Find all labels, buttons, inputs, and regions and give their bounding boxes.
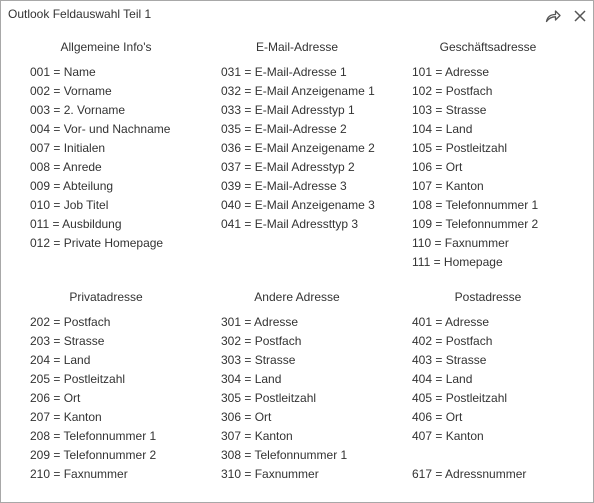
list-item: 310 = Faxnummer [221, 467, 319, 481]
list-item: 101 = Adresse [412, 65, 490, 79]
list-item: 011 = Ausbildung [30, 217, 122, 231]
list-spacer [412, 446, 526, 465]
field-list [412, 63, 538, 272]
field-list [221, 63, 375, 234]
list-item: 110 = Faxnummer [412, 236, 509, 250]
list-item: 209 = Telefonnummer 2 [30, 448, 157, 462]
list-item: 617 = Adressnummer [412, 467, 527, 481]
list-item: 107 = Kanton [412, 179, 484, 193]
group-title: Postadresse [454, 290, 522, 304]
list-item: 205 = Postleitzahl [30, 372, 126, 386]
list-item: 401 = Adresse [412, 315, 490, 329]
list-item: 306 = Ort [221, 410, 272, 424]
list-item: 304 = Land [221, 372, 282, 386]
list-item: 307 = Kanton [221, 429, 293, 443]
list-item: 040 = E-Mail Anzeigename 3 [221, 198, 375, 212]
field-list [30, 313, 156, 484]
list-item: 308 = Telefonnummer 1 [221, 448, 348, 462]
share-button[interactable] [542, 5, 564, 27]
close-icon [574, 10, 586, 22]
list-item: 301 = Adresse [221, 315, 299, 329]
group-title: Allgemeine Info's [60, 40, 152, 54]
list-item: 207 = Kanton [30, 410, 102, 424]
window-title: Outlook Feldauswahl Teil 1 [8, 7, 152, 21]
list-item: 202 = Postfach [30, 315, 111, 329]
title-bar [1, 1, 593, 31]
field-list [221, 313, 347, 484]
list-item: 004 = Vor- und Nachname [30, 122, 171, 136]
list-item: 405 = Postleitzahl [412, 391, 508, 405]
list-item: 106 = Ort [412, 160, 463, 174]
list-item: 012 = Private Homepage [30, 236, 164, 250]
list-item: 003 = 2. Vorname [30, 103, 126, 117]
list-item: 008 = Anrede [30, 160, 102, 174]
list-item: 208 = Telefonnummer 1 [30, 429, 157, 443]
list-item: 031 = E-Mail-Adresse 1 [221, 65, 347, 79]
list-item: 035 = E-Mail-Adresse 2 [221, 122, 347, 136]
list-item: 001 = Name [30, 65, 96, 79]
list-item: 206 = Ort [30, 391, 81, 405]
list-item: 407 = Kanton [412, 429, 484, 443]
list-item: 302 = Postfach [221, 334, 302, 348]
group-title: Geschäftsadresse [439, 40, 537, 54]
list-item: 203 = Strasse [30, 334, 105, 348]
list-item: 403 = Strasse [412, 353, 487, 367]
list-item: 036 = E-Mail Anzeigename 2 [221, 141, 375, 155]
list-item: 103 = Strasse [412, 103, 487, 117]
group-title: Privatadresse [69, 290, 143, 304]
field-list [30, 63, 170, 253]
list-item: 109 = Telefonnummer 2 [412, 217, 539, 231]
field-list [412, 313, 526, 484]
list-item: 009 = Abteilung [30, 179, 114, 193]
list-item: 303 = Strasse [221, 353, 296, 367]
close-button[interactable] [569, 5, 591, 27]
list-item: 102 = Postfach [412, 84, 493, 98]
list-item: 010 = Job Titel [30, 198, 109, 212]
list-item: 404 = Land [412, 372, 473, 386]
list-item: 204 = Land [30, 353, 91, 367]
list-item: 111 = Homepage [412, 255, 503, 269]
list-item: 037 = E-Mail Adresstyp 2 [221, 160, 355, 174]
list-item: 402 = Postfach [412, 334, 493, 348]
list-item: 108 = Telefonnummer 1 [412, 198, 539, 212]
list-item: 033 = E-Mail Adresstyp 1 [221, 103, 355, 117]
share-arrow-icon [545, 9, 561, 23]
list-item: 305 = Postleitzahl [221, 391, 317, 405]
list-item: 105 = Postleitzahl [412, 141, 508, 155]
list-item: 210 = Faxnummer [30, 467, 128, 481]
list-item: 104 = Land [412, 122, 473, 136]
list-item: 041 = E-Mail Adressttyp 3 [221, 217, 359, 231]
group-title: Andere Adresse [254, 290, 340, 304]
list-item: 406 = Ort [412, 410, 463, 424]
list-item: 002 = Vorname [30, 84, 112, 98]
group-title: E-Mail-Adresse [255, 40, 339, 54]
list-item: 007 = Initialen [30, 141, 106, 155]
list-item: 032 = E-Mail Anzeigename 1 [221, 84, 375, 98]
list-item: 039 = E-Mail-Adresse 3 [221, 179, 347, 193]
